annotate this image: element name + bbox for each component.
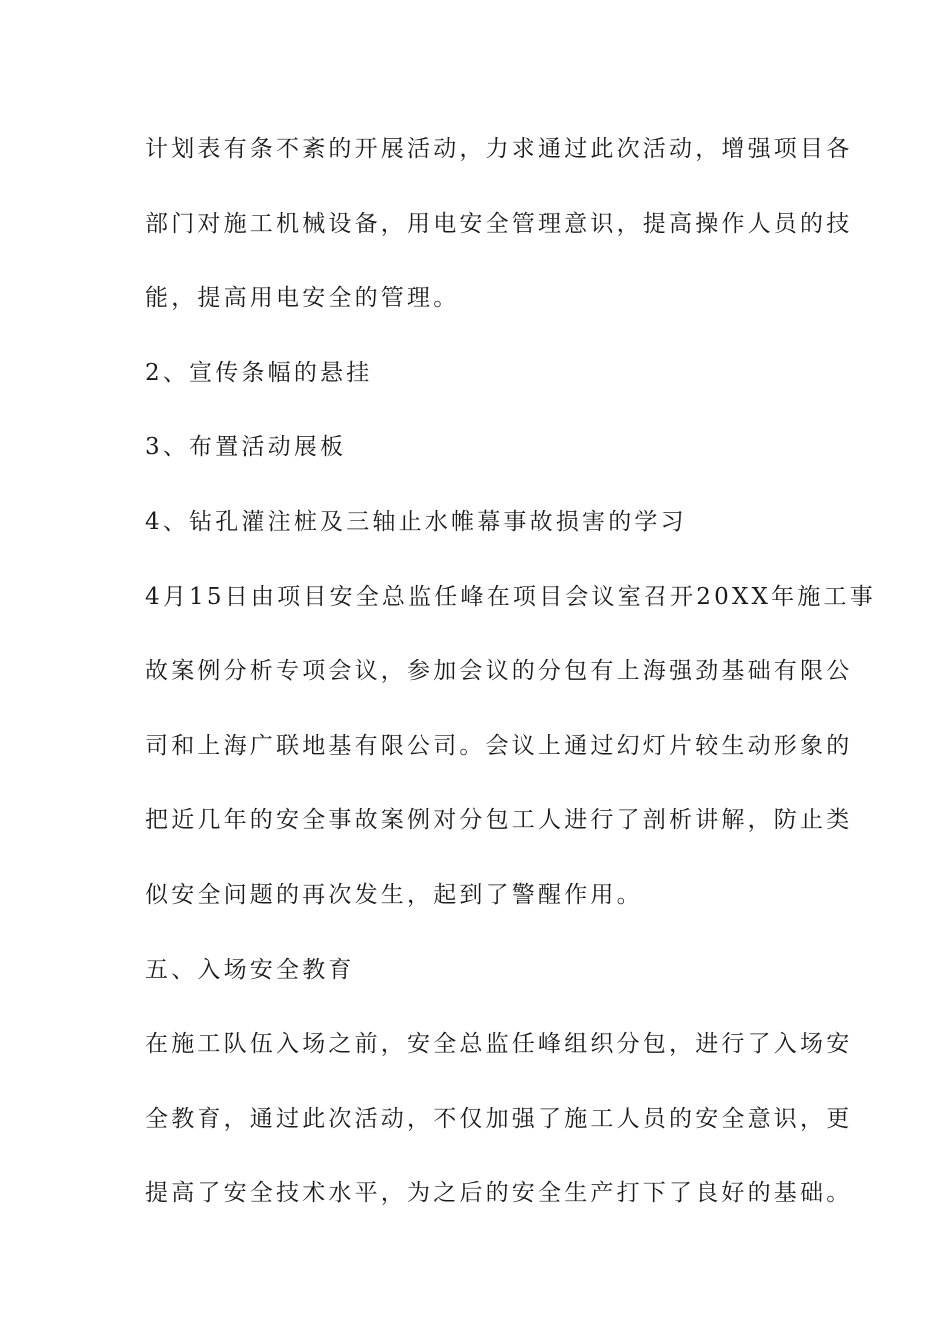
paragraph-line: 司和上海广联地基有限公司。会议上通过幻灯片较生动形象的 xyxy=(145,732,853,759)
paragraph-line: 4月15日由项目安全总监任峰在项目会议室召开20XX年施工事 xyxy=(145,583,876,610)
paragraph-line: 全教育，通过此次活动，不仅加强了施工人员的安全意识，更 xyxy=(145,1105,853,1132)
paragraph-line: 故案例分析专项会议，参加会议的分包有上海强劲基础有限公 xyxy=(145,658,853,685)
paragraph-line: 计划表有条不紊的开展活动，力求通过此次活动，增强项目各 xyxy=(145,136,853,162)
section-heading: 五、入场安全教育 xyxy=(145,956,355,983)
paragraph-line: 能，提高用电安全的管理。 xyxy=(145,285,460,312)
paragraph-line: 在施工队伍入场之前，安全总监任峰组织分包，进行了入场安 xyxy=(145,1031,853,1058)
paragraph-line: 把近几年的安全事故案例对分包工人进行了剖析讲解，防止类 xyxy=(145,807,853,834)
list-item-heading: 2、宣传条幅的悬挂 xyxy=(145,359,373,386)
document-body xyxy=(145,131,876,1250)
list-item-heading: 4、钻孔灌注桩及三轴止水帷幕事故损害的学习 xyxy=(145,508,687,535)
paragraph-line: 似安全问题的再次发生，起到了警醒作用。 xyxy=(145,881,643,908)
paragraph-line: 部门对施工机械设备，用电安全管理意识，提高操作人员的技 xyxy=(145,210,853,237)
list-item-heading: 3、布置活动展板 xyxy=(145,434,347,461)
paragraph-line: 提高了安全技术水平，为之后的安全生产打下了良好的基础。 xyxy=(145,1180,853,1207)
